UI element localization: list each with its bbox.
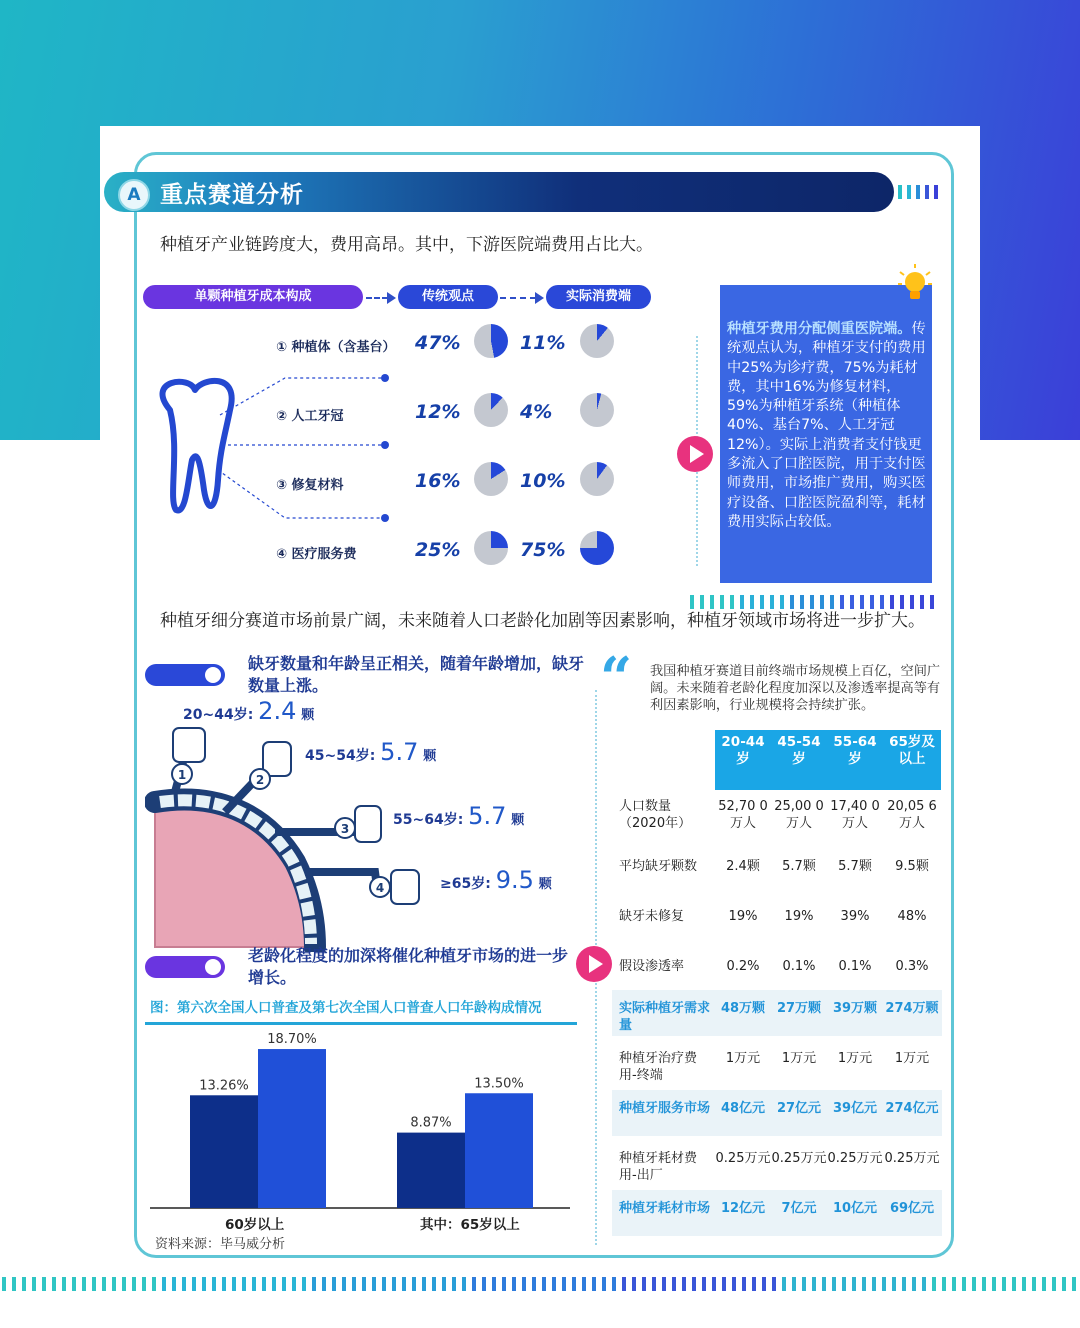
tick-mark <box>492 1277 496 1291</box>
tick-mark <box>712 1277 716 1291</box>
tick-mark <box>720 595 724 609</box>
table-cell: 1万元 <box>894 1051 930 1066</box>
act-pie <box>580 393 614 427</box>
table-row-label: 缺牙未修复 <box>619 909 685 924</box>
act-pct: 11% <box>520 332 566 354</box>
tick-mark <box>462 1277 466 1291</box>
tick-mark <box>770 595 774 609</box>
tick-mark <box>222 1277 226 1291</box>
tick-mark <box>562 1277 566 1291</box>
tick-mark <box>272 1277 276 1291</box>
age-label: 45~54岁: <box>305 748 376 764</box>
tick-mark <box>122 1277 126 1291</box>
tick-mark <box>202 1277 206 1291</box>
age-value: 5.7 <box>468 802 507 830</box>
act-pct: 10% <box>520 470 566 492</box>
trad-pct: 16% <box>415 470 461 492</box>
tick-mark <box>872 1277 876 1291</box>
tick-mark <box>92 1277 96 1291</box>
marker: 1 <box>177 768 187 782</box>
tick-mark <box>182 1277 186 1291</box>
x-label: 60岁以上 <box>225 1217 285 1233</box>
tick-mark <box>882 1277 886 1291</box>
tick-mark <box>472 1277 476 1291</box>
tick-mark <box>172 1277 176 1291</box>
tick-mark <box>1012 1277 1016 1291</box>
age-unit: 颗 <box>538 877 552 892</box>
section-badge: A <box>118 179 150 211</box>
table-header-cell: 20-44岁 <box>721 734 765 767</box>
tick-mark <box>710 595 714 609</box>
tick-mark <box>780 595 784 609</box>
table-cell: 0.25万元 <box>827 1151 883 1166</box>
tick-mark <box>542 1277 546 1291</box>
tick-mark <box>962 1277 966 1291</box>
connector-dot <box>381 514 389 522</box>
age-structure-chart <box>145 1030 575 1220</box>
trad-pie <box>474 531 508 565</box>
tick-mark <box>532 1277 536 1291</box>
tick-mark <box>862 1277 866 1291</box>
tick-mark <box>892 1277 896 1291</box>
tick-mark <box>252 1277 256 1291</box>
age-stat <box>393 802 524 830</box>
bar-value-label: 13.50% <box>474 1076 524 1092</box>
act-pie <box>580 324 614 358</box>
age-stat <box>440 866 552 894</box>
table-cell: 274亿元 <box>885 1101 939 1116</box>
tick-mark <box>840 595 844 609</box>
marker: 3 <box>340 822 350 836</box>
tick-mark <box>700 595 704 609</box>
tick-mark <box>702 1277 706 1291</box>
tick-mark <box>852 1277 856 1291</box>
cost-label: ③ 修复材料 <box>276 478 344 493</box>
table-row-label: 种植牙服务市场 <box>619 1101 711 1116</box>
toggle-icon <box>145 664 225 686</box>
table-row-label: 种植牙耗材费用-出厂 <box>619 1151 698 1183</box>
section-title: 重点赛道分析 <box>160 182 304 208</box>
tick-mark <box>760 595 764 609</box>
tick-mark <box>332 1277 336 1291</box>
tick-mark <box>850 595 854 609</box>
table-cell: 0.25万元 <box>771 1151 827 1166</box>
tick-mark <box>1062 1277 1066 1291</box>
table-cell: 27亿元 <box>776 1101 822 1116</box>
tick-mark <box>992 1277 996 1291</box>
act-pct: 4% <box>520 401 553 423</box>
act-pct: 75% <box>520 539 566 561</box>
marker: 2 <box>255 773 265 787</box>
table-cell: 69亿元 <box>889 1201 935 1216</box>
tick-mark <box>912 1277 916 1291</box>
age-label: ≥65岁: <box>440 876 491 892</box>
tick-mark <box>72 1277 76 1291</box>
tick-mark <box>32 1277 36 1291</box>
trad-pct: 25% <box>415 539 461 561</box>
cost-label: ④ 医疗服务费 <box>276 547 357 562</box>
tick-mark <box>62 1277 66 1291</box>
tick-mark <box>922 1277 926 1291</box>
tick-mark <box>382 1277 386 1291</box>
x-label: 其中：65岁以上 <box>420 1217 520 1233</box>
tick-mark <box>982 1277 986 1291</box>
tick-mark <box>1052 1277 1056 1291</box>
tick-mark <box>52 1277 56 1291</box>
tick-mark <box>302 1277 306 1291</box>
arrow-line <box>500 297 536 299</box>
tick-mark <box>2 1277 6 1291</box>
table-cell: 0.25万元 <box>884 1151 940 1166</box>
tick-mark <box>772 1277 776 1291</box>
tick-mark <box>142 1277 146 1291</box>
tick-mark <box>732 1277 736 1291</box>
tick-mark <box>322 1277 326 1291</box>
play-icon <box>576 946 612 982</box>
tick-mark <box>832 1277 836 1291</box>
table-cell: 17,40 0万人 <box>830 799 880 831</box>
act-pie <box>580 462 614 496</box>
tick-mark <box>690 595 694 609</box>
age-value: 5.7 <box>380 738 419 766</box>
play-icon <box>677 436 713 472</box>
tick-mark <box>920 595 924 609</box>
marker: 4 <box>375 881 385 895</box>
tick-mark <box>42 1277 46 1291</box>
table-cell: 19% <box>728 909 758 924</box>
table-cell: 274万颗 <box>885 1001 939 1016</box>
tick-mark <box>820 595 824 609</box>
tick-mark <box>212 1277 216 1291</box>
table-cell: 39% <box>840 909 870 924</box>
tick-mark <box>972 1277 976 1291</box>
implant-icon <box>173 728 205 762</box>
age-unit: 颗 <box>511 813 525 828</box>
tick-mark <box>860 595 864 609</box>
age-unit: 颗 <box>423 749 437 764</box>
tick-mark <box>412 1277 416 1291</box>
tick-mark <box>612 1277 616 1291</box>
connector-dot <box>381 441 389 449</box>
quote-text: 我国种植牙赛道目前终端市场规模上百亿，空间广阔。未来随着老龄化程度加深以及渗透率提高等有利因素影响，行业规模将会持续扩张。 <box>650 664 941 713</box>
age-stat <box>305 738 436 766</box>
headline-missing-teeth: 缺牙数量和年龄呈正相关，随着年龄增加，缺牙数量上涨。 <box>248 654 585 695</box>
table-cell: 39万颗 <box>832 1001 878 1016</box>
tick-mark <box>312 1277 316 1291</box>
tick-mark <box>512 1277 516 1291</box>
table-cell: 5.7颗 <box>782 859 816 874</box>
tick-mark <box>752 1277 756 1291</box>
tick-mark <box>242 1277 246 1291</box>
tick-mark <box>342 1277 346 1291</box>
footer-ticks <box>2 1277 1076 1291</box>
tick-mark <box>722 1277 726 1291</box>
table-cell: 7亿元 <box>781 1201 817 1216</box>
tick-mark <box>632 1277 636 1291</box>
table-cell: 25,00 0万人 <box>774 799 824 831</box>
tick-mark <box>810 595 814 609</box>
headline-aging: 老龄化程度的加深将催化种植牙市场的进一步增长。 <box>248 946 569 987</box>
tick-mark <box>602 1277 606 1291</box>
tick-mark <box>262 1277 266 1291</box>
tick-mark <box>442 1277 446 1291</box>
tick-mark <box>282 1277 286 1291</box>
tick-mark <box>372 1277 376 1291</box>
tick-mark <box>392 1277 396 1291</box>
trad-pie <box>474 462 508 496</box>
table-cell: 48亿元 <box>720 1101 766 1116</box>
tick-mark <box>890 595 894 609</box>
tick-mark <box>740 595 744 609</box>
bar <box>190 1095 258 1208</box>
tick-mark <box>812 1277 816 1291</box>
table-cell: 0.25万元 <box>715 1151 771 1166</box>
tick-mark <box>582 1277 586 1291</box>
table-row-label: 种植牙耗材市场 <box>619 1201 711 1216</box>
tick-mark <box>352 1277 356 1291</box>
arrow-head <box>387 292 396 304</box>
table-row-label: 人口数量（2020年） <box>619 799 692 831</box>
age-label: 20~44岁: <box>183 707 254 723</box>
intro-text: 种植牙产业链跨度大，费用高昂。其中，下游医院端费用占比大。 <box>160 235 653 255</box>
band-ticks <box>898 185 938 199</box>
tick-mark <box>952 1277 956 1291</box>
pill-traditional: 传统观点 <box>398 285 498 309</box>
tick-mark <box>930 595 934 609</box>
tick-mark <box>592 1277 596 1291</box>
tick-mark <box>102 1277 106 1291</box>
market-paragraph: 种植牙细分赛道市场前景广阔，未来随着人口老龄化加剧等因素影响，种植牙领域市场将进一步扩大。 <box>160 611 925 631</box>
table-cell: 20,05 6万人 <box>887 799 937 831</box>
table-row-label: 实际种植牙需求量 <box>619 1001 711 1033</box>
age-stat <box>183 697 314 725</box>
age-unit: 颗 <box>301 708 315 723</box>
tick-mark <box>1032 1277 1036 1291</box>
tick-mark <box>482 1277 486 1291</box>
tick-mark <box>1022 1277 1026 1291</box>
table-cell: 0.1% <box>782 959 816 974</box>
tick-mark <box>112 1277 116 1291</box>
table-header-cell: 65岁及以上 <box>889 734 935 767</box>
table-cell: 48万颗 <box>720 1001 766 1016</box>
tick-mark <box>762 1277 766 1291</box>
arrow-line <box>366 297 388 299</box>
table-row-label: 种植牙治疗费用-终端 <box>619 1051 698 1083</box>
tooth-icon <box>162 381 231 511</box>
implant-icon <box>355 806 381 842</box>
tick-mark <box>232 1277 236 1291</box>
tick-mark <box>152 1277 156 1291</box>
table-cell: 12亿元 <box>720 1201 766 1216</box>
tick-mark <box>162 1277 166 1291</box>
source-note: 资料来源：毕马威分析 <box>155 1237 286 1252</box>
table-cell: 27万颗 <box>776 1001 822 1016</box>
tick-mark <box>792 1277 796 1291</box>
tick-mark <box>902 1277 906 1291</box>
act-pie <box>580 531 614 565</box>
tick-mark <box>730 595 734 609</box>
tick-mark <box>652 1277 656 1291</box>
tick-mark <box>22 1277 26 1291</box>
tick-mark <box>362 1277 366 1291</box>
table-cell: 0.1% <box>838 959 872 974</box>
tick-mark <box>932 1277 936 1291</box>
bar-value-label: 18.70% <box>267 1032 317 1048</box>
tick-mark <box>800 595 804 609</box>
bar-value-label: 8.87% <box>410 1115 452 1131</box>
tick-mark <box>522 1277 526 1291</box>
tick-mark <box>910 595 914 609</box>
lightbulb-icon <box>896 262 934 306</box>
tick-mark <box>82 1277 86 1291</box>
table-cell: 1万元 <box>781 1051 817 1066</box>
tick-mark <box>942 1277 946 1291</box>
tick-mark <box>192 1277 196 1291</box>
tick-mark <box>672 1277 676 1291</box>
arrow-head <box>535 292 544 304</box>
trad-pie <box>474 324 508 358</box>
table-cell: 9.5颗 <box>895 859 929 874</box>
pill-actual: 实际消费端 <box>546 285 651 309</box>
insight-body: 传统观点认为，种植牙支付的费用中25%为诊疗费，75%为耗材费，其中16%为修复材料，59%为种植牙系统（种植体40%、基台7%、人工牙冠12%）。实际上消费者支付钱更多流入了口腔医院，用于支付医师费用，市场推广费用，购买医疗设备、口腔医院盈利等，耗材费用实际占较低。 <box>727 321 926 530</box>
tick-mark <box>842 1277 846 1291</box>
tick-mark <box>552 1277 556 1291</box>
tick-mark <box>750 595 754 609</box>
tick-mark <box>1042 1277 1046 1291</box>
tick-mark <box>1072 1277 1076 1291</box>
table-row-label: 假设渗透率 <box>619 959 685 974</box>
table-cell: 5.7颗 <box>838 859 872 874</box>
table-cell: 1万元 <box>725 1051 761 1066</box>
tooth-illustration <box>140 370 400 530</box>
table-row-label: 平均缺牙颗数 <box>619 859 698 874</box>
tick-mark <box>432 1277 436 1291</box>
quote-icon: “ <box>600 645 633 711</box>
tick-mark <box>12 1277 16 1291</box>
tick-mark <box>682 1277 686 1291</box>
table-cell: 19% <box>784 909 814 924</box>
tick-mark <box>822 1277 826 1291</box>
tick-mark <box>402 1277 406 1291</box>
trad-pct: 47% <box>415 332 461 354</box>
tick-mark <box>802 1277 806 1291</box>
table-header-cell: 45-54岁 <box>777 734 821 767</box>
tick-mark <box>692 1277 696 1291</box>
pill-cost: 单颗种植牙成本构成 <box>143 285 363 309</box>
tick-mark <box>782 1277 786 1291</box>
tick-mark <box>880 595 884 609</box>
table-cell: 0.2% <box>726 959 760 974</box>
age-value: 9.5 <box>495 866 534 894</box>
age-value: 2.4 <box>258 697 297 725</box>
chart-caption: 图：第六次全国人口普查及第七次全国人口普查人口年龄构成情况 <box>150 1000 542 1016</box>
table-cell: 39亿元 <box>832 1101 878 1116</box>
tick-mark <box>830 595 834 609</box>
table-cell: 10亿元 <box>832 1201 878 1216</box>
insight-bold: 种植牙费用分配侧重医院端。 <box>727 321 912 337</box>
tick-mark <box>900 595 904 609</box>
bar <box>397 1133 465 1208</box>
tick-mark <box>422 1277 426 1291</box>
tick-mark <box>742 1277 746 1291</box>
bar <box>465 1093 533 1208</box>
tick-mark <box>292 1277 296 1291</box>
tick-mark <box>132 1277 136 1291</box>
bar <box>258 1049 326 1208</box>
table-cell: 2.4颗 <box>726 859 760 874</box>
table-cell: 48% <box>897 909 927 924</box>
trad-pie <box>474 393 508 427</box>
insight-text <box>727 320 929 532</box>
table-cell: 0.3% <box>895 959 929 974</box>
tick-mark <box>452 1277 456 1291</box>
bar-value-label: 13.26% <box>199 1078 249 1094</box>
tick-mark <box>642 1277 646 1291</box>
tick-mark <box>1002 1277 1006 1291</box>
tick-mark <box>572 1277 576 1291</box>
table-cell: 1万元 <box>837 1051 873 1066</box>
toggle-icon <box>145 956 225 978</box>
tick-mark <box>870 595 874 609</box>
caption-rule <box>145 1022 577 1025</box>
connector-dot <box>381 374 389 382</box>
tick-mark <box>502 1277 506 1291</box>
cost-label: ② 人工牙冠 <box>276 409 344 424</box>
tick-mark <box>622 1277 626 1291</box>
table-header-cell: 55-64岁 <box>833 734 877 767</box>
age-label: 55~64岁: <box>393 812 464 828</box>
cost-label: ① 种植体（含基台） <box>276 340 396 355</box>
trad-pct: 12% <box>415 401 461 423</box>
table-cell: 52,70 0万人 <box>718 799 768 831</box>
divider-ticks <box>690 595 934 609</box>
implant-icon <box>391 870 419 904</box>
tick-mark <box>790 595 794 609</box>
tick-mark <box>662 1277 666 1291</box>
